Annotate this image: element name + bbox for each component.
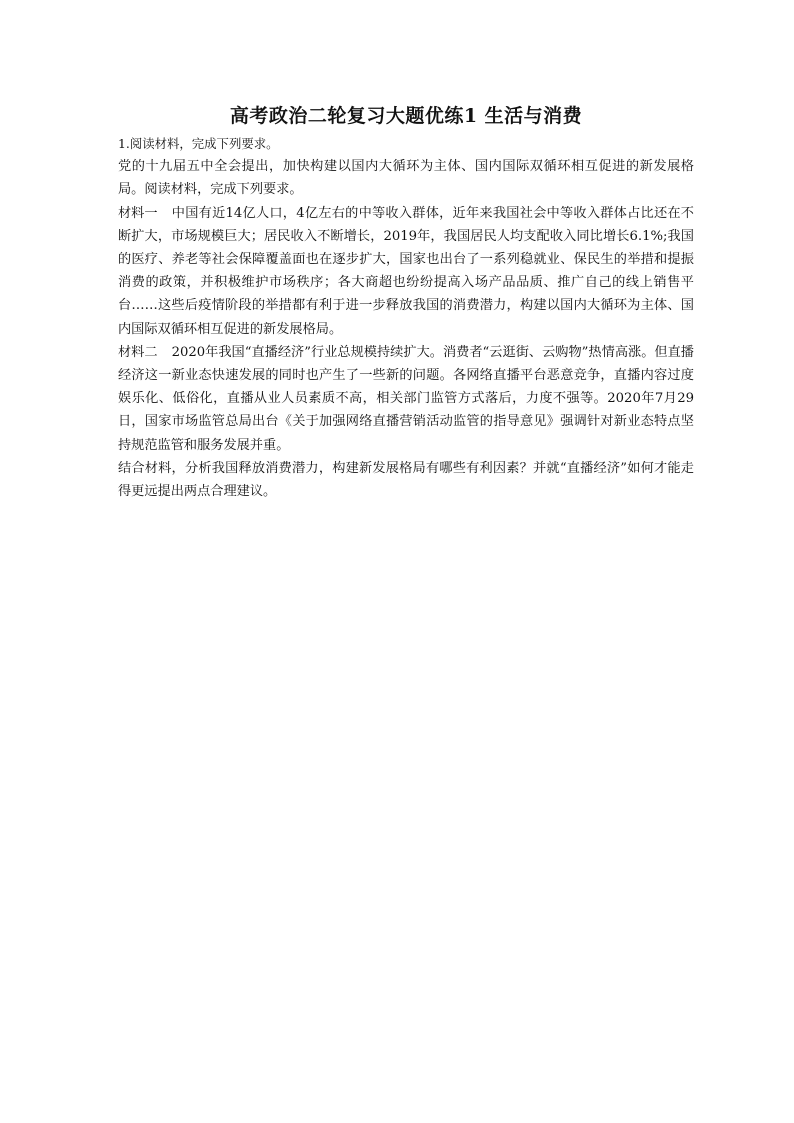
- material-one-paragraph: [118, 202, 694, 341]
- document-content: [118, 102, 694, 503]
- material-two-label: 材料二: [118, 344, 158, 360]
- question-header: 1.阅读材料，完成下列要求。: [118, 136, 279, 151]
- document-title: 高考政治二轮复习大题优练1 生活与消费: [229, 105, 583, 127]
- material-two-text: 2020年我国“直播经济”行业总规模持续扩大。消费者“云逛街、云购物”热情高涨。但直播经济这一新业态快速发展的同时也产生了一些新的问题。各网络直播平台恶意竞争，直播内容过度娱乐化、低俗化，直播从业人员素质不高，相关部门监管方式落后，力度不强等。2020年7月29日，国家市场监管总局出台《关于加强网络直播营销活动监管的指导意见》强调针对新业态特点坚持规范监管和服务发展并重。: [118, 344, 694, 453]
- question-paragraph: 结合材料，分析我国释放消费潜力，构建新发展格局有哪些有利因素？并就“直播经济”如何才能走得更远提出两点合理建议。: [118, 460, 694, 500]
- intro-paragraph: 党的十九届五中全会提出，加快构建以国内大循环为主体、国内国际双循环相互促进的新发展格局。阅读材料，完成下列要求。: [118, 159, 694, 198]
- material-one-label: 材料一: [118, 205, 158, 221]
- material-two-paragraph: [118, 341, 694, 457]
- material-one-text: 中国有近14亿人口，4亿左右的中等收入群体，近年来我国社会中等收入群体占比还在不断扩大，市场规模巨大；居民收入不断增长，2019年，我国居民人均支配收入同比增长6.1%;我国的医疗、养老等社会保障覆盖面也在逐步扩大，国家也出台了一系列稳就业、保民生的举措和提振消费的政策，并积极维护市场秩序；各大商超也纷纷提高入场产品品质、推广自己的线上销售平台……这些后疫情阶段的举措都有利于进一步释放我国的消费潜力，构建以国内大循环为主体、国内国际双循环相互促进的新发展格局。: [118, 205, 694, 337]
